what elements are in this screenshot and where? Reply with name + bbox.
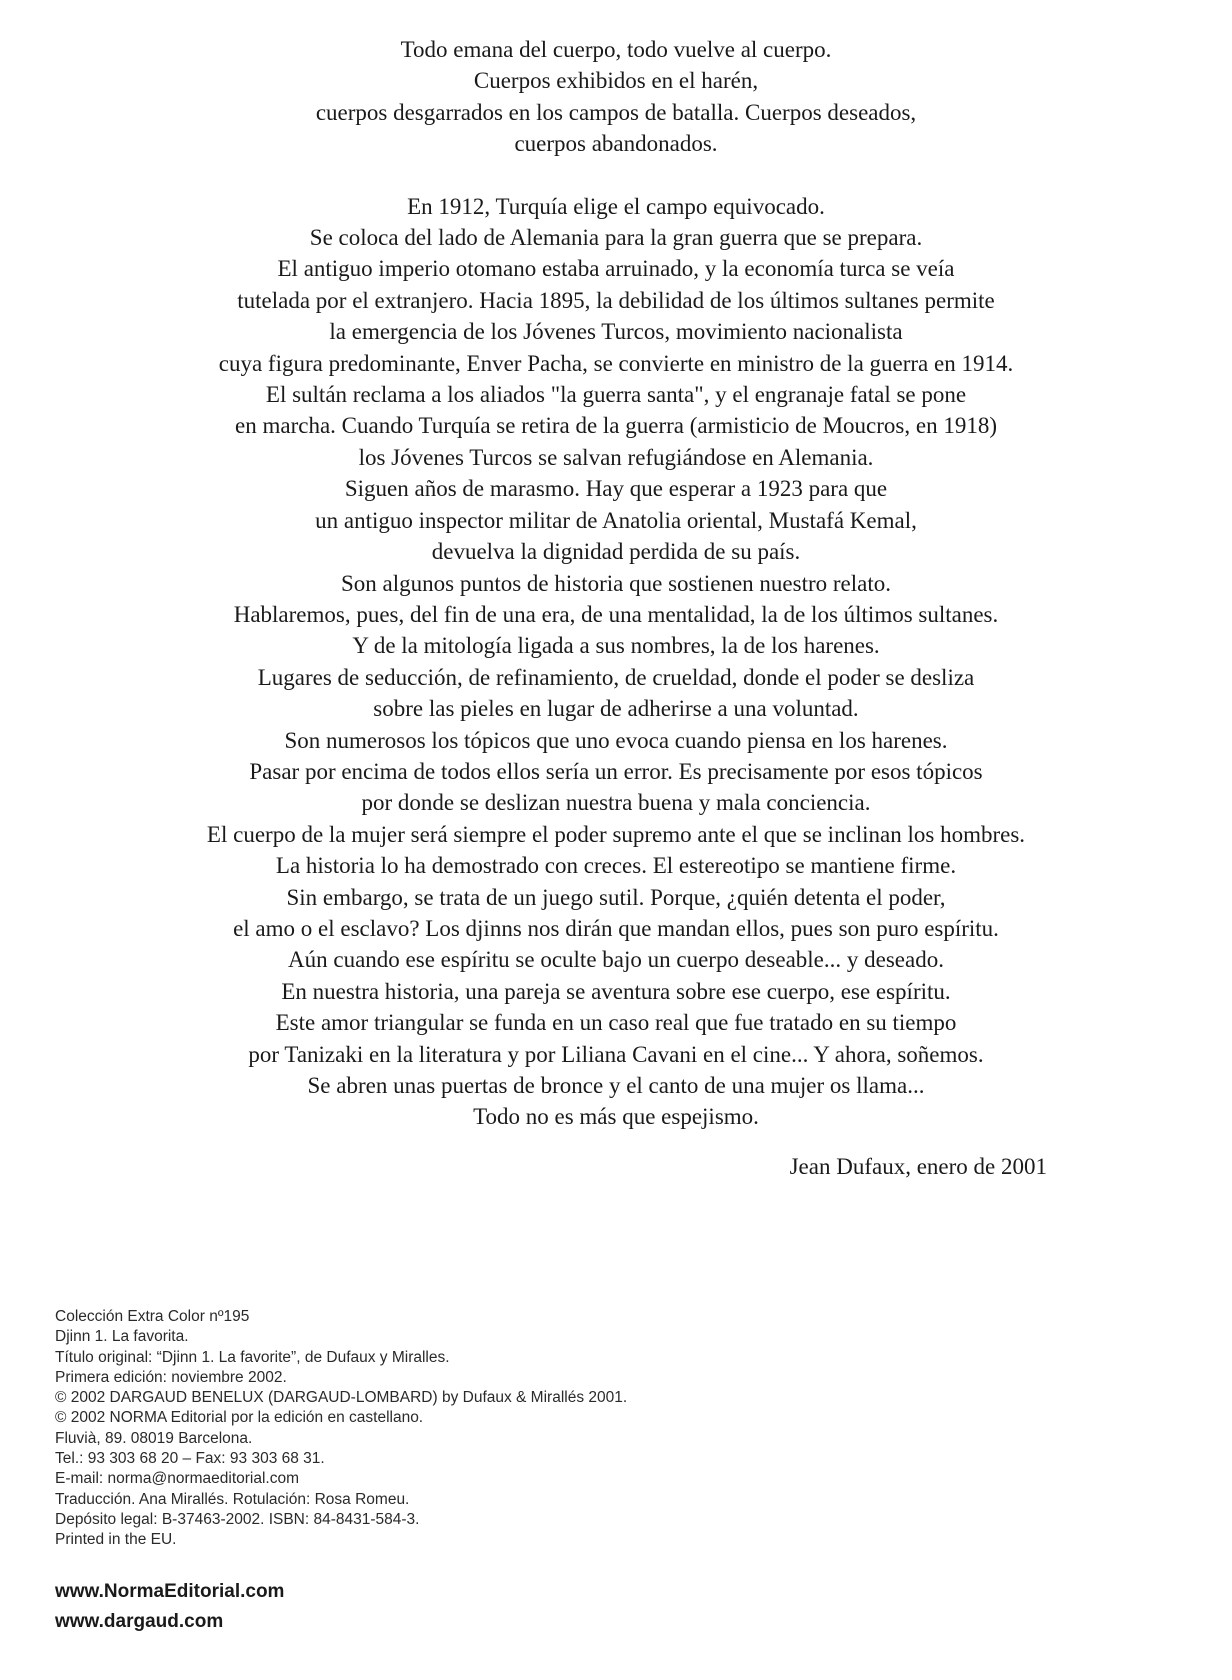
intro-stanza-2 (60, 191, 1172, 1133)
credit-line: © 2002 NORMA Editorial por la edición en castellano. (55, 1409, 424, 1427)
intro-line: un antiguo inspector militar de Anatolia oriental, Mustafá Kemal, (315, 507, 917, 533)
intro-line: Todo emana del cuerpo, todo vuelve al cuerpo. (400, 37, 832, 62)
stanza-spacer (60, 160, 1172, 191)
credit-line: E-mail: norma@normaeditorial.com (55, 1470, 300, 1488)
intro-line: En nuestra historia, una pareja se aventura sobre ese cuerpo, ese espíritu. (281, 978, 951, 1004)
intro-line: Son algunos puntos de historia que sostienen nuestro relato. (340, 570, 891, 596)
credit-line: Depósito legal: B-37463-2002. ISBN: 84-8431-584-3. (55, 1510, 420, 1528)
credit-line: Primera edición: noviembre 2002. (55, 1368, 287, 1386)
website-link-dargaud[interactable]: www.dargaud.com (55, 1611, 224, 1632)
intro-line: los Jóvenes Turcos se salvan refugiándose en Alemania. (358, 444, 874, 470)
intro-line: Pasar por encima de todos ellos sería un error. Es precisamente por esos tópicos (249, 758, 983, 784)
credit-line: Traducción. Ana Mirallés. Rotulación: Rosa Romeu. (55, 1490, 410, 1508)
credit-line: Djinn 1. La favorita. (55, 1328, 189, 1346)
intro-line: Sin embargo, se trata de un juego sutil. Porque, ¿quién detenta el poder, (286, 884, 946, 910)
intro-line: tutelada por el extranjero. Hacia 1895, la debilidad de los últimos sultanes permite (237, 287, 995, 313)
website-link-norma[interactable]: www.NormaEditorial.com (55, 1581, 285, 1602)
credit-line: Printed in the EU. (55, 1531, 177, 1549)
intro-stanza-1 (60, 34, 1172, 160)
intro-line: El cuerpo de la mujer será siempre el poder supremo ante el que se inclinan los hombres. (206, 821, 1026, 847)
intro-line: Se coloca del lado de Alemania para la gran guerra que se prepara. (309, 225, 923, 251)
intro-line: Son numerosos los tópicos que uno evoca cuando piensa en los harenes. (284, 727, 948, 753)
publisher-links (55, 1577, 284, 1637)
intro-line: Aún cuando ese espíritu se oculte bajo un cuerpo deseable... y deseado. (288, 947, 944, 973)
intro-line: devuelva la dignidad perdida de su país. (431, 539, 801, 565)
intro-line: por donde se deslizan nuestra buena y mala conciencia. (361, 790, 871, 816)
intro-line: En 1912, Turquía elige el campo equivocado. (407, 193, 825, 219)
intro-line: Se abren unas puertas de bronce y el canto de una mujer os llama... (307, 1073, 925, 1098)
intro-line: cuerpos abandonados. (514, 131, 718, 157)
author-signature: Jean Dufaux, enero de 2001 (789, 1154, 1047, 1179)
credit-line: Tel.: 93 303 68 20 – Fax: 93 303 68 31. (55, 1450, 325, 1468)
publication-credits (55, 1307, 627, 1551)
intro-text (60, 34, 1172, 1133)
intro-line: La historia lo ha demostrado con creces. El estereotipo se mantiene firme. (275, 853, 957, 879)
intro-line: El sultán reclama a los aliados "la guerra santa", y el engranaje fatal se pone (265, 382, 967, 408)
intro-line: por Tanizaki en la literatura y por Liliana Cavani en el cine... Y ahora, soñemos. (248, 1041, 984, 1067)
intro-line: Hablaremos, pues, del fin de una era, de una mentalidad, la de los últimos sultanes. (233, 601, 999, 627)
intro-line: la emergencia de los Jóvenes Turcos, movimiento nacionalista (329, 319, 903, 345)
intro-line: Y de la mitología ligada a sus nombres, la de los harenes. (352, 633, 880, 659)
credit-line: © 2002 DARGAUD BENELUX (DARGAUD-LOMBARD) by Dufaux & Mirallés 2001. (55, 1389, 628, 1407)
intro-line: Siguen años de marasmo. Hay que esperar a 1923 para que (344, 476, 888, 502)
credit-line: Fluvià, 89. 08019 Barcelona. (55, 1429, 253, 1447)
intro-line: en marcha. Cuando Turquía se retira de la guerra (armisticio de Moucros, en 1918) (235, 413, 997, 439)
intro-line: Este amor triangular se funda en un caso real que fue tratado en su tiempo (275, 1010, 957, 1036)
intro-line: Todo no es más que espejismo. (473, 1104, 759, 1130)
credit-line: Colección Extra Color nº195 (55, 1308, 250, 1325)
intro-line: Cuerpos exhibidos en el harén, (473, 68, 759, 94)
intro-line: Lugares de seducción, de refinamiento, de crueldad, donde el poder se desliza (257, 664, 975, 690)
intro-line: el amo o el esclavo? Los djinns nos dirán que mandan ellos, pues son puro espíritu. (233, 915, 999, 941)
intro-line: cuerpos desgarrados en los campos de batalla. Cuerpos deseados, (315, 99, 917, 125)
intro-line: El antiguo imperio otomano estaba arruinado, y la economía turca se veía (277, 256, 955, 282)
intro-line: cuya figura predominante, Enver Pacha, se convierte en ministro de la guerra en 1914. (218, 350, 1014, 376)
credit-line: Título original: “Djinn 1. La favorite”, de Dufaux y Miralles. (55, 1348, 450, 1366)
intro-line: sobre las pieles en lugar de adherirse a una voluntad. (373, 696, 859, 722)
